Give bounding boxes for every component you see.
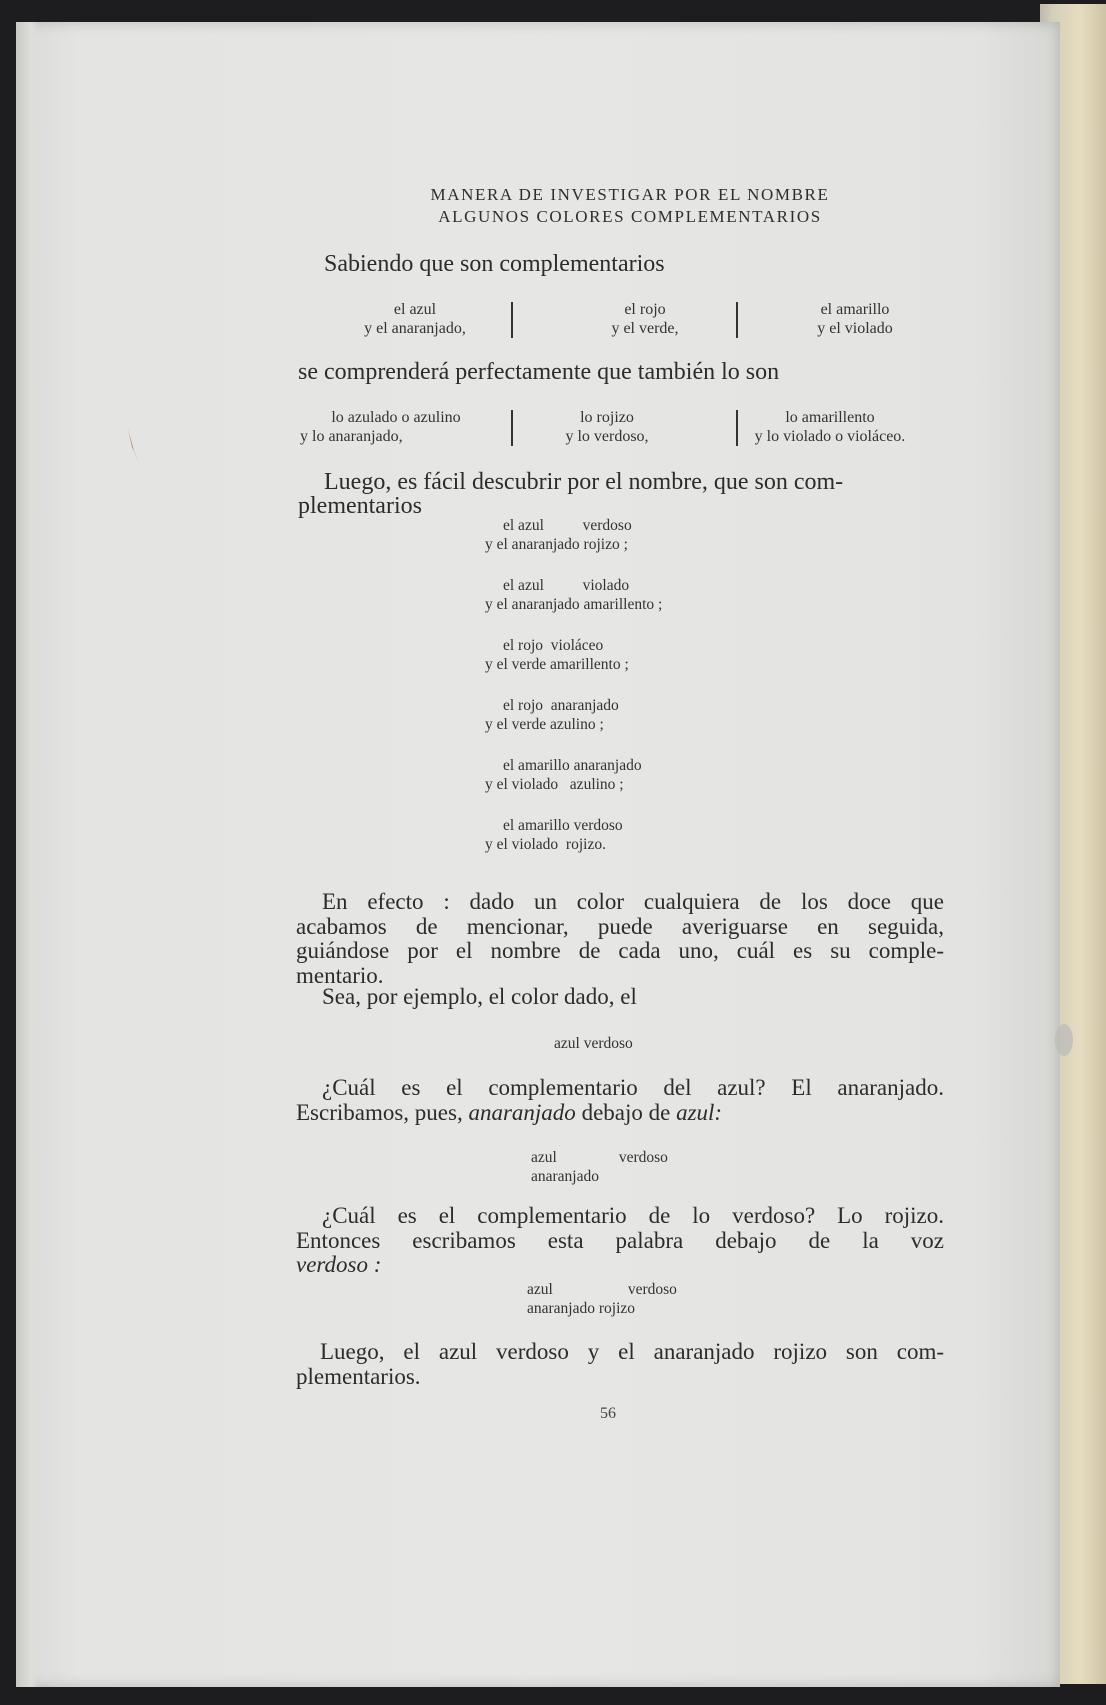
complement-table-1 xyxy=(330,300,920,338)
pair-line-1: el amarillo verdoso xyxy=(503,817,623,834)
table1-cell: y el violado xyxy=(817,320,893,337)
table1-cell: y el anaranjado, xyxy=(364,320,466,337)
paragraph-line: mentario. xyxy=(296,962,384,988)
pair-line-2: y el anaranjado rojizo ; xyxy=(485,536,628,553)
table2-col-2 xyxy=(532,408,682,446)
complement-pairs-list xyxy=(485,516,662,876)
example-color-1: azul verdoso xyxy=(554,1035,633,1052)
page-number: 56 xyxy=(600,1405,616,1422)
text-run: debajo de xyxy=(575,1099,677,1125)
pair-line-1: el azul verdoso xyxy=(503,517,632,534)
pair-item xyxy=(485,816,662,854)
table2-divider xyxy=(736,410,738,446)
heading-line-1: MANERA DE INVESTIGAR POR EL NOMBRE xyxy=(430,185,830,204)
pair-line-1: el rojo violáceo xyxy=(503,637,604,654)
complement-table-2 xyxy=(296,408,930,446)
text-run: Escribamos, pues, xyxy=(296,1099,469,1125)
binding-shadow xyxy=(16,22,38,1687)
pair-line-1: el amarillo anaranjado xyxy=(503,757,642,774)
pair-line-2: y el verde azulino ; xyxy=(485,716,604,733)
paragraph-1 xyxy=(296,890,944,988)
table2-cell: lo azulado o azulino xyxy=(331,409,461,426)
table2-cell: lo rojizo xyxy=(580,409,634,426)
table2-col-1 xyxy=(296,408,496,446)
paragraph-line: plementarios. xyxy=(296,1363,421,1389)
example-word: verdoso xyxy=(627,1281,677,1298)
paragraph-line: Entonces escribamos esta palabra debajo de la voz xyxy=(296,1227,944,1253)
example-word: verdoso xyxy=(618,1149,668,1166)
table2-cell: y lo verdoso, xyxy=(565,428,649,445)
pair-line-2: y el violado rojizo. xyxy=(485,836,606,853)
table1-col-2 xyxy=(560,300,730,338)
intro-sentence-2: se comprenderá perfectamente que también lo son xyxy=(298,359,780,385)
table2-col-3 xyxy=(730,408,930,446)
intro-sentence-1: Sabiendo que son complementarios xyxy=(324,251,665,277)
table1-col-1 xyxy=(330,300,500,338)
table2-divider xyxy=(511,410,513,446)
table1-divider xyxy=(511,302,513,338)
example-word: azul xyxy=(527,1281,553,1298)
table1-col-3 xyxy=(790,300,920,338)
italic-word: azul: xyxy=(676,1099,723,1125)
table1-cell: y el verde, xyxy=(611,320,679,337)
example-word: azul xyxy=(531,1149,557,1166)
table2-cell: lo amarillento xyxy=(785,409,875,426)
example-color-2 xyxy=(531,1148,668,1186)
paragraph-5 xyxy=(296,1340,944,1389)
paragraph-line: ¿Cuál es el complementario del azul? El anaranjado. xyxy=(322,1075,944,1100)
intro-sentence-3-line-1: Luego, es fácil descubrir por el nombre, que son com- xyxy=(324,469,844,495)
intro-sentence-3-line-2: plementarios xyxy=(298,493,422,519)
page-tear-mark xyxy=(1052,1020,1076,1060)
paragraph-2: Sea, por ejemplo, el color dado, el xyxy=(322,984,637,1009)
paragraph-3 xyxy=(296,1076,944,1125)
paragraph-line: En efecto : dado un color cualquiera de los doce que xyxy=(322,889,944,914)
italic-word: anaranjado xyxy=(468,1099,576,1125)
paragraph-line: verdoso : xyxy=(296,1252,382,1277)
pair-item xyxy=(485,696,662,734)
paragraph-line: acabamos de mencionar, puede averiguarse en seguida, xyxy=(296,913,944,939)
pair-line-2: y el verde amarillento ; xyxy=(485,656,629,673)
table1-cell: el rojo xyxy=(624,301,666,318)
example-color-3 xyxy=(527,1280,677,1318)
example-word: anaranjado xyxy=(531,1168,599,1185)
ink-speck xyxy=(120,425,150,475)
pair-line-2: y el violado azulino ; xyxy=(485,776,624,793)
table2-cell: y lo violado o violáceo. xyxy=(754,428,906,445)
paragraph-line: ¿Cuál es el complementario de lo verdoso? Lo rojizo. xyxy=(322,1203,944,1228)
pair-item xyxy=(485,576,662,614)
pair-line-2: y el anaranjado amarillento ; xyxy=(485,596,663,613)
paragraph-line xyxy=(296,1101,944,1126)
example-word: anaranjado rojizo xyxy=(527,1300,636,1317)
paragraph-4 xyxy=(296,1204,944,1278)
table1-divider xyxy=(736,302,738,338)
paragraph-line: Luego, el azul verdoso y el anaranjado rojizo son com- xyxy=(320,1339,944,1364)
table1-cell: el amarillo xyxy=(820,301,890,318)
table2-cell: y lo anaranjado, xyxy=(300,428,403,445)
page-heading xyxy=(360,184,900,228)
pair-line-1: el rojo anaranjado xyxy=(503,697,619,714)
pair-item xyxy=(485,516,662,554)
table1-cell: el azul xyxy=(393,301,437,318)
paragraph-line: guiándose por el nombre de cada uno, cuál es su comple- xyxy=(296,938,944,963)
pair-item xyxy=(485,756,662,794)
heading-line-2: ALGUNOS COLORES COMPLEMENTARIOS xyxy=(438,207,822,226)
pair-item xyxy=(485,636,662,674)
pair-line-1: el azul violado xyxy=(503,577,630,594)
